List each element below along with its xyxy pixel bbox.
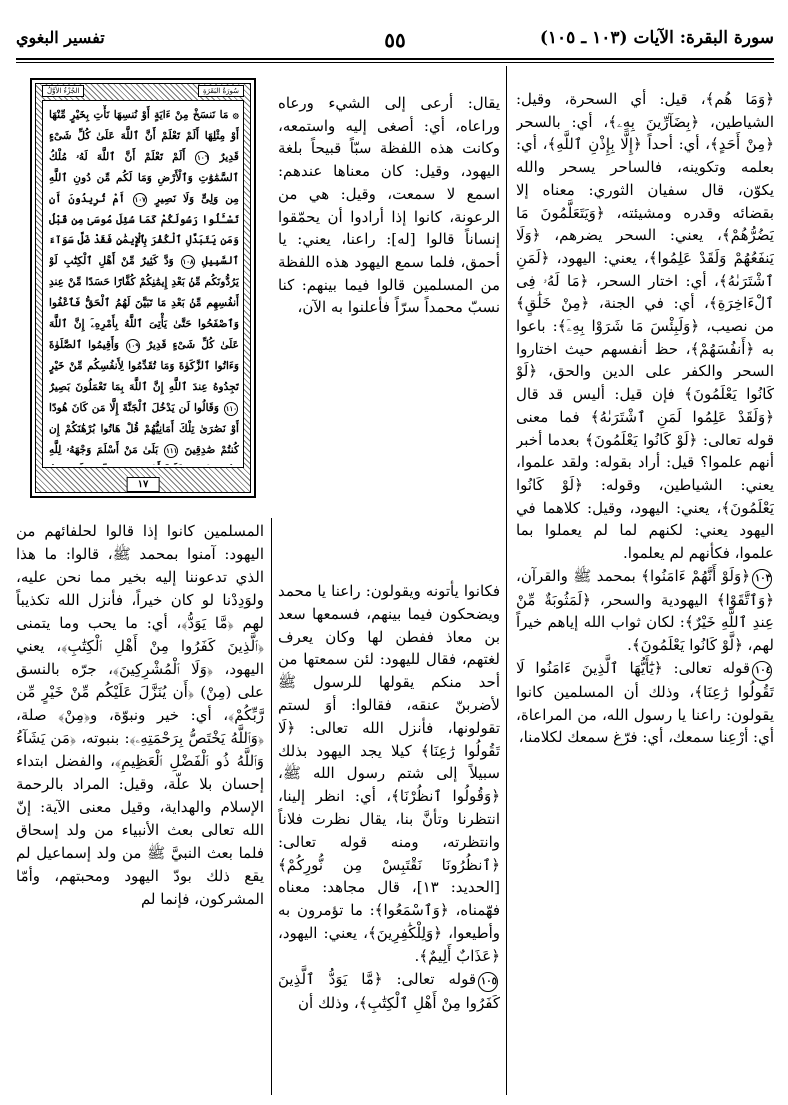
page-header [16,28,774,54]
commentary-column-middle-bottom [278,580,500,1095]
column-divider [506,66,507,1095]
paragraph-text: قوله تعالى: ﴿يَٰٓأَيُّهَا ٱلَّذِينَ ءَامَنُوا لَا تَقُولُوا رَٰعِنَا﴾، وذلك أن المسلمين كانوا يقولون: راعنا يا رسول الله، من المراعاة، أي: أرْعِنا سمعك، أي: فرّغ سمعك لكلامنا، [516,658,774,747]
verse-text: وَقَالُوا لَن يَدْخُلَ ٱلْجَنَّةَ إِلَّا مَن كَانَ هُودًا أَوْ نَصَٰرَىٰ تِلْكَ أَمَانِيُّهُمْ قُلْ هَاتُوا بُرْهَٰنَكُمْ إِن كُنتُمْ صَٰدِقِينَ [49,401,239,456]
verse-text: وَدَّ كَثِيرٌ مِّنْ أَهْلِ ٱلْكِتَٰبِ لَوْ يَرُدُّونَكُم مِّنۢ بَعْدِ إِيمَٰنِكُمْ كُفَّارًا حَسَدًا مِّنْ عِندِ أَنفُسِهِم مِّنۢ بَعْدِ مَا تَبَيَّنَ لَهُمُ ٱلْحَقُّ فَٱعْفُوا وَٱصْفَحُوا حَتَّىٰ يَأْتِىَ ٱللَّهُ بِأَمْرِهِۦٓ إِنَّ ٱللَّهَ عَلَىٰ كُلِّ شَىْءٍ قَدِيرٌ [49,255,239,351]
verse-number-marker: ١٠٣ [752,569,772,589]
paragraph-text: ﴿وَلَوْ أَنَّهُمْ ءَامَنُوا﴾ بمحمد ﷺ والقرآن، ﴿وَٱتَّقَوْا﴾ اليهودية والسحر، ﴿لَمَثُوبَةٌ مِّنْ عِندِ ٱللَّهِ خَيْرٌ﴾: لكان ثواب الله إياهم خيراً لهم، ﴿لَّوْ كَانُوا يَعْلَمُونَ﴾. [516,566,774,655]
commentary-column-right [516,88,774,1088]
verse-number: ١١١ [164,444,178,458]
commentary-column-left [16,520,264,1095]
column-divider [271,518,272,1095]
verse-number-marker: ١٠٥ [478,972,498,992]
verse-text: أَمْ تُرِيدُونَ أَن تَسْـَٔلُوا رَسُولَكُمْ كَمَا سُئِلَ مُوسَىٰ مِن قَبْلُ وَمَن يَتَبَدَّلِ ٱلْكُفْرَ بِٱلْإِيمَٰنِ فَقَدْ ضَلَّ سَوَآءَ ٱلسَّبِيلِ [49,192,239,268]
verse-text: بَلَىٰ مَنْ أَسْلَمَ وَجْهَهُۥ لِلَّهِ [49,443,159,456]
paragraph: يقال: أرعى إلى الشيء ورعاه وراعاه، أي: أصغى إليه واستمعه، وكانت هذه اللفظة سبّاً قبيحاً بلغة اليهود، وقيل: كان معناها عندهم: اسمع لا سمعت، وقيل: هي من الرعونة، كانوا إذا أرادوا أن يحمّقوا إنساناً قالوا [له]: راعنا، يعني: يا أحمق، فلما سمع اليهود هذه اللفظة من المسلمين قالوا فيما بينهم: كنا نسبّ محمداً سرّاً فأعلنوا به الآن، [278,94,500,317]
mushaf-text-area [42,100,244,468]
verse-number-marker: ١٠٤ [752,661,772,681]
header-rule-thin [16,62,774,63]
book-title: تفسير البغوي [16,28,105,47]
paragraph [278,968,500,1015]
mushaf-surah-label: سُورَةُ البَقَرَةِ [198,85,244,97]
mushaf-juz-label: الجُزْءُ الأَوَّلُ [42,85,84,97]
paragraph: المسلمين كانوا إذا قالوا لحلفائهم من اليهود: آمنوا بمحمد ﷺ، قالوا: ما هذا الذي تدعوننا إليه بخير مما نحن عليه، ولوَدِدْنا لو كان خيراً، فأنزل الله تكذيباً لهم ﴿مَّا يَوَدُّ﴾، أي: ما يحب وما يتمنى ﴿ٱلَّذِينَ كَفَرُوا مِنْ أَهْلِ ٱلْكِتَٰبِ﴾، يعني اليهود، ﴿وَلَا ٱلْمُشْرِكِينَ﴾، جرّه بالنسق على (مِنْ) ﴿أَن يُنَزَّلَ عَلَيْكُم مِّنْ خَيْرٍ مِّن رَّبِّكُمْ﴾، أي: خير ونبوّة، و﴿مِنْ﴾ صلة، ﴿وَٱللَّهُ يَخْتَصُّ بِرَحْمَتِهِۦ﴾: بنبوته، ﴿مَن يَشَآءُ وَٱللَّهُ ذُو ٱلْفَضْلِ ٱلْعَظِيمِ﴾، والفضل ابتداء إحسان بلا علّة، وقيل: المراد بالرحمة الإسلام والهداية، وقيل معنى الآية: إنّ الله تعالى بعث الأنبياء من ولد إسحاق فلما بعث النبيَّ ﷺ من ولد إسماعيل لم يقع ذلك بودّ اليهود ومحبتهم، وأمّا المشركون، فإنما لم [16,522,264,908]
commentary-column-middle-top [278,92,500,572]
verse-number: ١٠٦ [195,151,209,165]
verse-text: أَلَمْ تَعْلَمْ أَنَّ ٱللَّهَ لَهُۥ مُلْكُ ٱلسَّمَٰوَٰتِ وَٱلْأَرْضِ وَمَا لَكُم مِّن دُونِ ٱللَّهِ مِن وَلِىٍّ وَلَا نَصِيرٍ [49,150,239,205]
mushaf-page-inset [30,78,256,498]
mushaf-verses [49,105,239,465]
surah-heading: سورة البقرة: الآيات (١٠٣ ـ ١٠٥) [539,28,774,48]
paragraph: ﴿وَمَا هُم﴾، قيل: أي السحرة، وقيل: الشياطين، ﴿بِضَآرِّينَ بِهِۦ﴾، أي: بالسحر ﴿مِنْ أَحَدٍ﴾، أي: أحداً ﴿إِلَّا بِإِذْنِ ٱللَّهِ﴾، أي: بعلمه وتكوينه، فالساحر يسحر والله يكوّن، قال سفيان الثوري: معناه إلا بقضائه وقدره ومشيئته، ﴿وَيَتَعَلَّمُونَ مَا يَضُرُّهُمْ﴾، يعني: السحر يضرهم، ﴿وَلَا يَنفَعُهُمْ وَلَقَدْ عَلِمُوا﴾، يعني: اليهود، ﴿لَمَنِ ٱشْتَرَىٰهُ﴾، أي: اختار السحر، ﴿مَا لَهُۥ فِى ٱلْءَاخِرَةِ﴾، أي: في الجنة، ﴿مِنْ خَلَٰقٍ﴾ من نصيب، ﴿وَلَبِئْسَ مَا شَرَوْا بِهِۦٓ﴾: باعوا به ﴿أَنفُسَهُمْ﴾، حظ أنفسهم حيث اختاروا السحر والكفر على الدين والحق، ﴿لَوْ كَانُوا يَعْلَمُونَ﴾ فإن قيل: أليس قد قال ﴿وَلَقَدْ عَلِمُوا لَمَنِ ٱشْتَرَىٰهُ﴾ فما معنى قوله تعالى: ﴿لَوْ كَانُوا يَعْلَمُونَ﴾ بعدما أخبر أنهم علموا؟ قيل: أراد بقوله: ولقد علموا، يعني: الشياطين، وقوله: ﴿لَوْ كَانُوا يَعْلَمُونَ﴾، يعني: اليهود، وقيل: كلاهما في اليهود يعني: لكنهم لما لم يعملوا بما علموا، فكأنهم لم يعلموا. [516,90,774,563]
verse-number: ١٠٨ [181,255,195,269]
verse-number: ١١٠ [224,402,238,416]
page-number: ٥٥ [384,28,406,52]
header-rule [16,58,774,60]
paragraph [516,657,774,749]
paragraph [516,565,774,657]
mushaf-page-number: ١٧ [127,477,160,492]
paragraph: فكانوا يأتونه ويقولون: راعنا يا محمد ويضحكون فيما بينهم، فسمعها سعد بن معاذ ففطن لها وكان يعرف لغتهم، فقال لليهود: لئن سمعتها من أحد منكم يقولها للرسول ﷺ لأضربنّ عنقه، فقالوا: أوَ لستم تقولونها، فأنزل الله تعالى: ﴿لَا تَقُولُوا رَٰعِنَا﴾ كيلا يجد اليهود بذلك سبيلاً إلى شتم رسول الله ﷺ، ﴿وَقُولُوا ٱنظُرْنَا﴾، أي: انظر إلينا، انتظرنا وتأنَّ بنا، يقال نظرت فلاناً وانتظرته، ومنه قوله تعالى: ﴿ٱنظُرُونَا نَقْتَبِسْ مِن نُّورِكُمْ﴾ [الحديد: ١٣]، قال مجاهد: معناه فهّمناه، ﴿وَٱسْمَعُوا﴾: ما تؤمرون به وأطيعوا، ﴿وَلِلْكَٰفِرِينَ﴾، يعني: اليهود، ﴿عَذَابٌ أَلِيمٌ﴾. [278,582,500,965]
verse-text: ۞ مَا نَنسَخْ مِنْ ءَايَةٍ أَوْ نُنسِهَا نَأْتِ بِخَيْرٍ مِّنْهَا أَوْ مِثْلِهَا أَلَمْ تَعْلَمْ أَنَّ ٱللَّهَ عَلَىٰ كُلِّ شَىْءٍ قَدِيرٌ [49,109,239,163]
verse-text: وَأَقِيمُوا ٱلصَّلَوٰةَ وَءَاتُوا ٱلزَّكَوٰةَ وَمَا تُقَدِّمُوا لِأَنفُسِكُم مِّنْ خَيْرٍ تَجِدُوهُ عِندَ ٱللَّهِ إِنَّ ٱللَّهَ بِمَا تَعْمَلُونَ بَصِيرٌ [49,338,239,393]
verse-number: ١٠٧ [133,193,147,207]
paragraph-text: قوله تعالى: ﴿مَّا يَوَدُّ ٱلَّذِينَ كَفَرُوا مِنْ أَهْلِ ٱلْكِتَٰبِ﴾، وذلك أن [278,969,500,1012]
verse-number: ١٠٩ [126,339,140,353]
